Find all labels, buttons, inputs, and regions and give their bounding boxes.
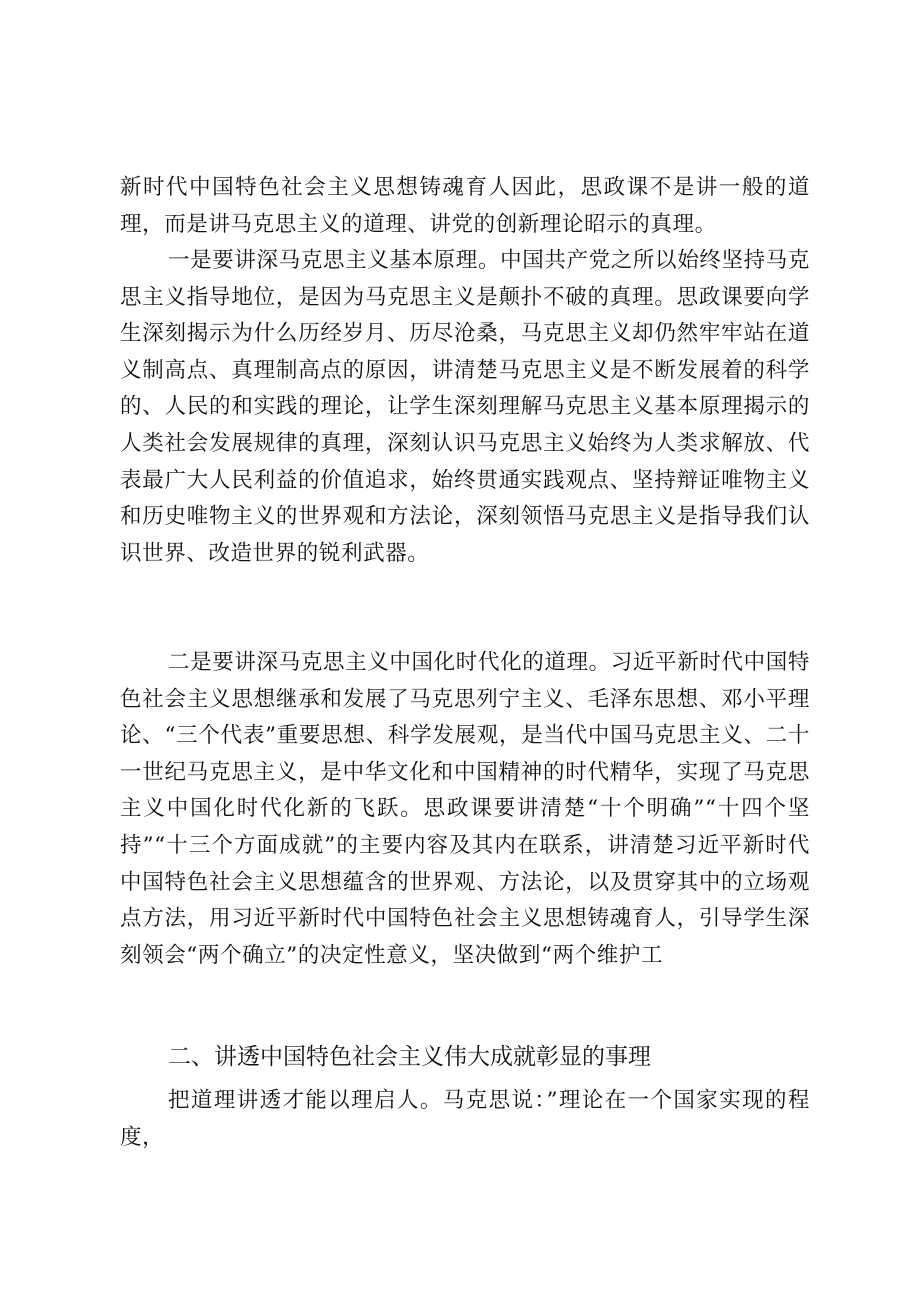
- paragraph-sinicization: 二是要讲深马克思主义中国化时代化的道理。习近平新时代中国特色社会主义思想继承和发展了马克思列宁主义、毛泽东思想、邓小平理论、“三个代表”重要思想、科学发展观，是当代中国马克思主义、二十一世纪马克思主义，是中华文化和中国精神的时代精华，实现了马克思主义中国化时代化新的飞跃。思政课要讲清楚“十个明确”“十四个坚持”“十三个方面成就”的主要内容及其内在联系，讲清楚习近平新时代中国特色社会主义思想蕴含的世界观、方法论，以及贯穿其中的立场观点方法，用习近平新时代中国特色社会主义思想铸魂育人，引导学生深刻领会“两个确立”的决定性意义，坚决做到“两个维护工: [120, 650, 810, 968]
- paragraph-intro: 新时代中国特色社会主义思想铸魂育人因此，思政课不是讲一般的道理，而是讲马克思主义的道理、讲党的创新理论昭示的真理。: [120, 175, 810, 237]
- paragraph-closing: 把道理讲透才能以理启人。马克思说：”理论在一个国家实现的程度，: [120, 1088, 810, 1150]
- paragraph-marxism-principles: 一是要讲深马克思主义基本原理。中国共产党之所以始终坚持马克思主义指导地位，是因为马克思主义是颠扑不破的真理。思政课要向学生深刻揭示为什么历经岁月、历尽沧桑，马克思主义却仍然牢牢站在道义制高点、真理制高点的原因，讲清楚马克思主义是不断发展着的科学的、人民的和实践的理论，让学生深刻理解马克思主义基本原理揭示的人类社会发展规律的真理，深刻认识马克思主义始终为人类求解放、代表最广大人民利益的价值追求，始终贯通实践观点、坚持辩证唯物主义和历史唯物主义的世界观和方法论，深刻领悟马克思主义是指导我们认识世界、改造世界的锐利武器。: [120, 248, 810, 566]
- section-heading: 二、讲透中国特色社会主义伟大成就彰显的事理: [168, 1044, 651, 1070]
